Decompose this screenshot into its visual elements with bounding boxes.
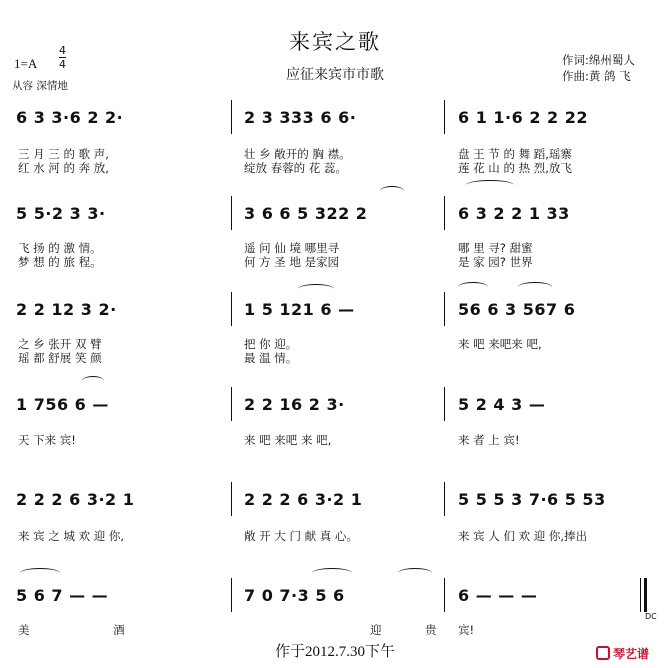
slur bbox=[518, 282, 552, 292]
song-title: 来宾之歌 bbox=[289, 30, 381, 54]
measure-notes: 5 6 7 — — bbox=[16, 586, 109, 605]
lyric-line: 来 宾 人 们 欢 迎 你,捧出 bbox=[458, 529, 588, 543]
measure-notes: 6 3 3·6 2 2· bbox=[16, 108, 124, 127]
watermark-logo bbox=[596, 643, 666, 663]
measure-notes: 6 — — — bbox=[458, 586, 538, 605]
lyric-line: 宾! bbox=[458, 623, 475, 637]
slur bbox=[466, 180, 514, 190]
barline bbox=[640, 578, 641, 612]
barline bbox=[444, 292, 445, 326]
lyric-line: 梦 想 的 旅 程。 bbox=[18, 255, 102, 269]
composer-credit: 作曲:黄 鸽 飞 bbox=[562, 69, 631, 83]
slur bbox=[380, 186, 404, 196]
lyric-line: 来 吧 来吧来 吧, bbox=[458, 337, 542, 351]
measure-notes: 7 0 7·3 5 6 bbox=[244, 586, 345, 605]
time-top: 4 bbox=[59, 44, 66, 57]
measure-notes: 1 756 6 — bbox=[16, 395, 109, 414]
barline bbox=[444, 387, 445, 421]
lyric-line: 迎 贵 bbox=[370, 623, 457, 637]
time-signature bbox=[59, 44, 66, 71]
lyric-line: 盘 王 节 的 舞 蹈,瑶寨 bbox=[458, 147, 572, 161]
slur bbox=[312, 568, 352, 578]
end-mark: DC bbox=[645, 612, 657, 621]
barline bbox=[231, 482, 232, 516]
lyric-line: 把 你 迎。 bbox=[244, 337, 298, 351]
slur bbox=[398, 568, 432, 578]
logo-icon bbox=[596, 646, 610, 660]
measure-notes: 6 1 1·6 2 2 22 bbox=[458, 108, 588, 127]
barline bbox=[231, 292, 232, 326]
lyric-line: 何 方 圣 地 是家园 bbox=[244, 255, 340, 269]
composition-date: 作于2012.7.30下午 bbox=[274, 644, 395, 660]
measure-notes: 2 3 333 6 6· bbox=[244, 108, 357, 127]
lyric-line: 来 宾 之 城 欢 迎 你, bbox=[18, 529, 125, 543]
barline bbox=[444, 196, 445, 230]
lyric-line: 绽放 春蓉的 花 蕊。 bbox=[244, 161, 347, 175]
measure-notes: 5 5 5 3 7·6 5 53 bbox=[458, 490, 606, 509]
lyric-line: 红 水 河 的 奔 放, bbox=[18, 161, 109, 175]
barline bbox=[444, 578, 445, 612]
lyric-line: 来 吧 来吧 来 吧, bbox=[244, 433, 332, 447]
lyric-line: 天 下来 宾! bbox=[18, 433, 76, 447]
lyricist-credit: 作词:绵州蜀人 bbox=[562, 53, 635, 67]
lyric-line: 哪 里 寻? 甜蜜 bbox=[458, 241, 533, 255]
measure-notes: 6 3 2 2 1 33 bbox=[458, 204, 570, 223]
lyric-line: 来 者 上 宾! bbox=[458, 433, 520, 447]
measure-notes: 2 2 2 6 3·2 1 bbox=[16, 490, 135, 509]
measure-notes: 5 5·2 3 3· bbox=[16, 204, 106, 223]
slur bbox=[298, 284, 334, 294]
barline bbox=[444, 100, 445, 134]
time-bottom: 4 bbox=[59, 58, 66, 71]
lyric-line: 之 乡 张开 双 臂 bbox=[18, 337, 102, 351]
lyric-line: 美 酒 bbox=[18, 623, 165, 637]
lyric-line: 飞 扬 的 激 情。 bbox=[18, 241, 102, 255]
measure-notes: 2 2 16 2 3· bbox=[244, 395, 345, 414]
slur bbox=[20, 568, 60, 578]
lyric-line: 最 温 情。 bbox=[244, 351, 298, 365]
lyric-line: 敞 开 大 门 献 真 心。 bbox=[244, 529, 358, 543]
barline bbox=[231, 100, 232, 134]
barline bbox=[231, 196, 232, 230]
lyric-line: 壮 乡 敞开的 胸 襟。 bbox=[244, 147, 351, 161]
measure-notes: 56 6 3 567 6 bbox=[458, 300, 576, 319]
barline bbox=[231, 387, 232, 421]
lyric-line: 三 月 三 的 歌 声, bbox=[18, 147, 109, 161]
barline bbox=[231, 578, 232, 612]
song-subtitle: 应征来宾市市歌 bbox=[286, 67, 384, 83]
barline bbox=[444, 482, 445, 516]
lyric-line: 瑶 都 舒展 笑 颜 bbox=[18, 351, 102, 365]
measure-notes: 2 2 12 3 2· bbox=[16, 300, 117, 319]
slur bbox=[458, 282, 488, 292]
lyric-line: 莲 花 山 的 热 烈,放飞 bbox=[458, 161, 572, 175]
measure-notes: 2 2 2 6 3·2 1 bbox=[244, 490, 363, 509]
logo-text: 琴艺谱 bbox=[613, 646, 650, 661]
measure-notes: 1 5 121 6 — bbox=[244, 300, 355, 319]
measure-notes: 5 2 4 3 — bbox=[458, 395, 546, 414]
final-barline bbox=[644, 578, 647, 612]
lyric-line: 遥 问 仙 境 哪里寻 bbox=[244, 241, 340, 255]
lyric-line: 是 家 园? 世界 bbox=[458, 255, 533, 269]
tempo-marking: 从容 深情地 bbox=[12, 80, 68, 92]
key-signature: 1=A bbox=[14, 56, 38, 71]
slur bbox=[82, 376, 104, 386]
measure-notes: 3 6 6 5 322 2 bbox=[244, 204, 368, 223]
